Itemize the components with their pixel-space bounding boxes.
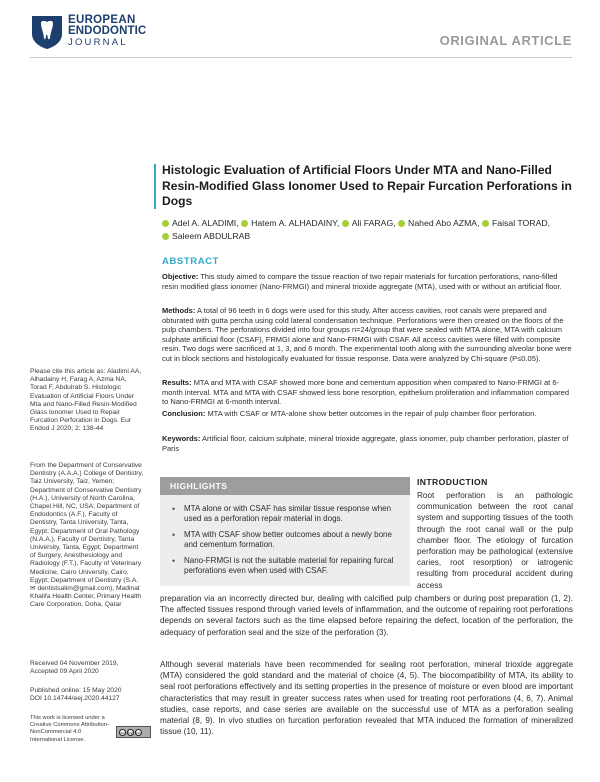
introduction-paragraph-2: Although several materials have been recommended for sealing root perforation, mineral trioxide aggregate (MTA) considered the gold standard and the material of choice (4, 5). The biocompatibility of MTA, its ability to seal root perforations effectively and its setting properties in the presence of moisture or even blood are important characteristics that may result in greater success rates when used for treating root perforations (4, 6, 7). Animal studies, case reports, and case series are available on the successful use of MTA as a perforation sealing material (8, 9). In vivo studies on furcation perforation revealed that MTA induced the formation of mineralized tissue (10, 11). (160, 660, 573, 737)
abstract-conclusion: Conclusion: MTA with CSAF or MTA-alone show better outcomes in the repair of pulp chamber floor perforation. (162, 409, 537, 418)
orcid-icon[interactable] (162, 220, 169, 227)
received-date: Received 04 November 2019, (30, 660, 119, 667)
accepted-date: Accepted 09 April 2020 (30, 668, 99, 676)
orcid-icon[interactable] (398, 220, 405, 227)
author[interactable]: Faisal TORAD, (482, 218, 550, 228)
journal-name (68, 15, 172, 48)
affiliations: From the Department of Conservative Dentistry (A.A.A.) College of Dentistry, Taiz University, Taiz, Yemen; Department of Conservative Dentistry (H.A.), University of North Carolina, Chapel Hill, NC, USA; Department of Endodontics (A.F.), Faculty of Dentistry, Tanta University, Tanta, Egypt; Department of Oral Pathology (N.A.A.), Faculty of Dentistry, Tanta University, Tanta, Egypt; Department of Surgery, Anesthesiology and Radiology (F.T.), Faculty of Veterinary Medicine, Cairo University, Cairo, Egypt; Department of Dentistry (S.A. ✉ dentistsalim@gmail.com), Madinat Khalifa Health Center, Primary Health Care Corporation, Doha, Qatar (30, 462, 144, 609)
article-type-label: ORIGINAL ARTICLE (439, 33, 572, 48)
author[interactable]: Adel A. ALADIMI, (162, 218, 239, 228)
introduction-paragraph-1: preparation via an incorrectly directed bur, dealing with calcified pulp chambers or during post preparation (1, 2). The affected tissues respond through varied levels of inflammation, and the outcome of repairing root perforations depends on several factors such as the time elapsed before repairing the defect, location of the perforation, the adequacy of perforation seal and the size of the perforation (3). (160, 594, 573, 637)
journal-name-line2: ENDODONTIC (68, 25, 147, 37)
abstract-objective: Objective: This study aimed to compare the tissue reaction of two repair materials for furcation perforations, nano-filled resin modified glass ionomer (Nano-FRMGI) and mineral trioxide aggregate (MTA), used with or without an artificial floor. (162, 272, 562, 291)
published-date: Published online: 15 May 2020 (30, 687, 122, 694)
orcid-icon[interactable] (241, 220, 248, 227)
header-divider (30, 57, 572, 58)
article-title: Histologic Evaluation of Artificial Floors Under MTA and Nano-Filled Resin-Modified Glass Ionomer Used to Repair Furcation Perforations in Dogs (162, 163, 572, 208)
highlights-box (160, 477, 410, 586)
citation-note: Please cite this article as: Aladimi AA, Alhadainy H, Farag A, Azma NA, Torad F, Abdulrab S. Histologic Evaluation of Artificial Floors Under Mta and Nano-Filled Resin-Modified Glass Ionomer Used to Repair Furcation Perforation in Dogs. Eur Endod J 2020; 2: 138-44 (30, 368, 142, 433)
author[interactable]: Hatem A. ALHADAINY, (241, 218, 339, 228)
abstract-methods: Methods: A total of 96 teeth in 6 dogs were used for this study. After access cavities, root canals were prepared and obturated with gutta percha using cold lateral condensation technique. Perforations were then created on the floors of the pulp chambers. The perforations divided into four groups n=24/group that were sealed with MTA alone, MTA with calcium sulphate artificial floor (CSAF), FRMGI alone and Nano-FRMGI with CSAF. All access cavities were filled with composite resin. Two dogs were sacrificed at 1, 3, and 6 month. The experimental tooth along with the surrounding alveolar bone were cut in block sections and histologically evaluated for tissue response. Data were analyzed by Chi-square (P≤0.05). (162, 306, 572, 363)
highlights-list (170, 504, 400, 582)
journal-name-line1: EUROPEAN (68, 14, 136, 26)
license-text: This work is licensed under a Creative Commons Attribution-NonCommercial 4.0 International License. (30, 715, 109, 743)
creative-commons-icon[interactable]: cc by nc (116, 726, 151, 738)
list-item: • Nano-FRMGI is not the suitable material for repairing furcal perforations even when used with CSAF. (170, 556, 400, 576)
title-accent-bar (154, 164, 156, 209)
author[interactable]: Saleem ABDULRAB (162, 231, 250, 241)
list-item: • MTA alone or with CSAF has similar tissue response when used as a perforation repair material in dogs. (170, 504, 400, 524)
doi-link[interactable]: DOI 10.14744/eej.2020.44127 (30, 695, 120, 703)
orcid-icon[interactable] (162, 233, 169, 240)
publication-info (30, 687, 144, 703)
orcid-icon[interactable] (342, 220, 349, 227)
abstract-heading: ABSTRACT (162, 256, 220, 267)
journal-logo[interactable] (30, 14, 168, 52)
list-item: • MTA with CSAF show better outcomes about a newly bone and cementum formation. (170, 530, 400, 550)
introduction-heading: INTRODUCTION (417, 477, 488, 487)
orcid-icon[interactable] (482, 220, 489, 227)
abstract-results: Results: MTA and MTA with CSAF showed more bone and cementum apposition when compared to Nano-FRMGI at 6-month interval. MTA and MTA with CSAF showed less bone resorption, epithelium proliferation and inflammation compared to Nano-FRMGI at 6-month interval. (162, 378, 569, 406)
dates-block (30, 660, 144, 676)
author[interactable]: Ali FARAG, (342, 218, 396, 228)
highlights-heading: HIGHLIGHTS (160, 477, 410, 495)
author[interactable]: Nahed Abo AZMA, (398, 218, 479, 228)
journal-name-line3: JOURNAL (68, 37, 128, 48)
journal-shield-icon (30, 14, 64, 50)
abstract-keywords: Keywords: Artificial floor, calcium sulphate, mineral trioxide aggregate, glass ionomer, pulp chamber perforation, plaster of Paris (162, 434, 569, 453)
introduction-side-text: Root perforation is an pathologic communication between the root canal system and supporting tissues of the tooth through the root canal wall or the pulp chamber floor. The etiology of furcation perforation may be pathological (extensive caries, root resorption) or iatrogenic resulting from procedural accident during access (417, 491, 573, 590)
author-list (162, 217, 572, 243)
